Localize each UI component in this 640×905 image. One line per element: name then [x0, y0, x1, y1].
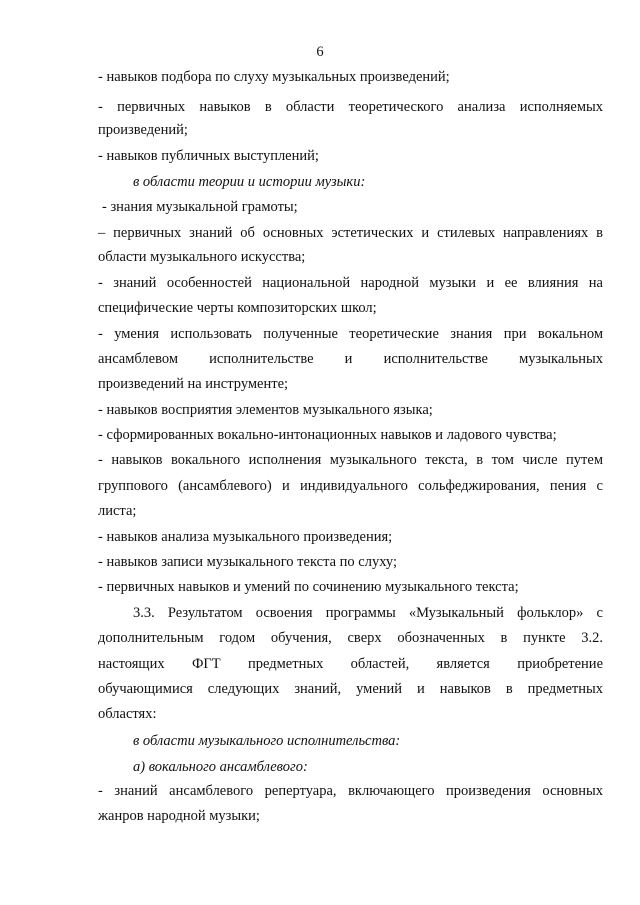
text-line: произведений на инструменте; — [98, 376, 289, 392]
page-number: 6 — [316, 44, 324, 60]
text-line: обучающимися следующих знаний, умений и навыков в предметных — [98, 681, 603, 697]
text-line: - навыков записи музыкального текста по слуху; — [98, 554, 397, 570]
text-line: областях: — [98, 706, 157, 722]
text-line: - навыков анализа музыкального произведения; — [98, 529, 393, 545]
text-line: специфические черты композиторских школ; — [98, 300, 377, 316]
text-line: группового (ансамблевого) и индивидуального сольфеджирования, пения с — [98, 478, 603, 494]
text-line: - первичных навыков и умений по сочинению музыкального текста; — [98, 579, 519, 595]
text-line: - навыков восприятия элементов музыкального языка; — [98, 402, 433, 418]
text-line: ансамблевом исполнительстве и исполнительстве музыкальных — [98, 351, 603, 367]
paragraph-start: 3.3. Результатом освоения программы «Музыкальный фольклор» с — [133, 605, 603, 621]
text-line: - умения использовать полученные теоретические знания при вокальном — [98, 326, 603, 342]
text-line: - знаний ансамблевого репертуара, включающего произведения основных — [98, 783, 603, 799]
text-line: дополнительным годом обучения, сверх обозначенных в пункте 3.2. — [98, 630, 603, 646]
text-line: - сформированных вокально-интонационных навыков и ладового чувства; — [98, 427, 557, 443]
text-line: листа; — [98, 503, 137, 519]
text-line: - первичных навыков в области теоретического анализа исполняемых — [98, 99, 603, 115]
text-line: - навыков подбора по слуху музыкальных произведений; — [98, 69, 450, 85]
text-line: - навыков вокального исполнения музыкального текста, в том числе путем — [98, 452, 603, 468]
text-line: - навыков публичных выступлений; — [98, 148, 319, 164]
text-line: настоящих ФГТ предметных областей, является приобретение — [98, 656, 603, 672]
subsection-heading: а) вокального ансамблевого: — [133, 759, 308, 775]
text-line: произведений; — [98, 122, 188, 138]
text-line: – первичных знаний об основных эстетических и стилевых направлениях в — [98, 225, 603, 241]
section-heading: в области теории и истории музыки: — [133, 174, 366, 190]
text-line: - знаний особенностей национальной народной музыки и ее влияния на — [98, 275, 603, 291]
section-heading: в области музыкального исполнительства: — [133, 733, 401, 749]
text-line: жанров народной музыки; — [98, 808, 260, 824]
text-line: - знания музыкальной грамоты; — [102, 199, 298, 215]
text-line: области музыкального искусства; — [98, 249, 306, 265]
